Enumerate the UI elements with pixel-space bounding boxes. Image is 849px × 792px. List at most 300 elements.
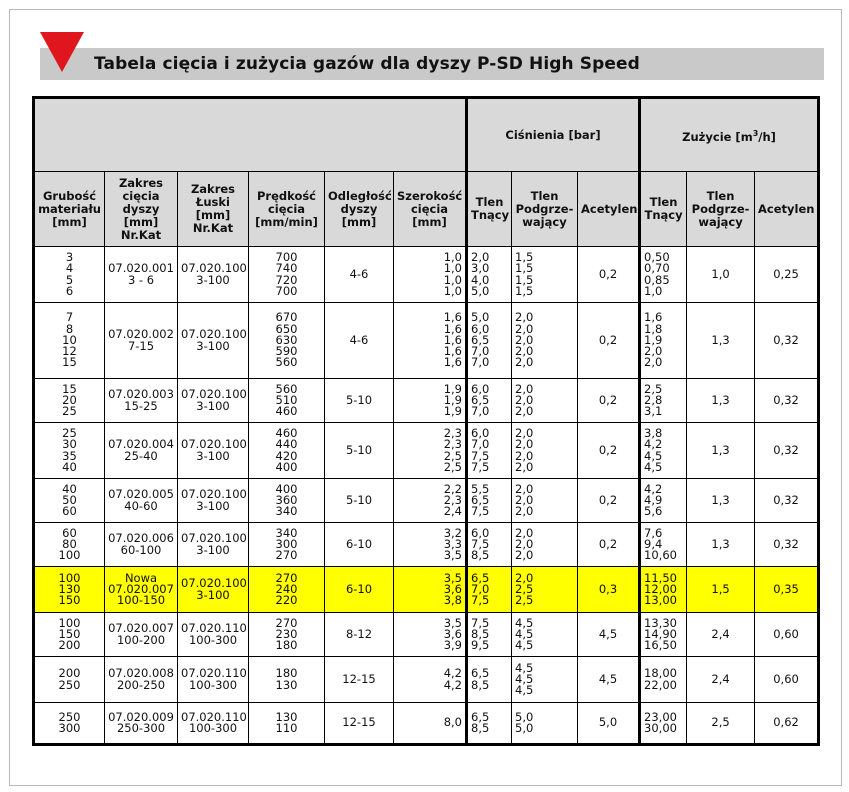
column-header: Acetylen: [578, 172, 640, 247]
cell-line: 07.020.100: [181, 437, 247, 452]
cell-line: 100-300: [188, 632, 238, 647]
cell-z_acet: 0,62: [755, 703, 819, 745]
cell-line: 3,5: [443, 548, 462, 563]
cell-line: 07.020.005: [108, 487, 174, 502]
cell-line: 2,0: [515, 459, 534, 474]
cell-szerokosc: [394, 247, 467, 303]
cell-line: 360: [275, 492, 298, 507]
cell-z_acet: 0,60: [755, 657, 819, 703]
cell-line: 3 - 6: [127, 272, 155, 287]
cell-luska: [178, 657, 249, 703]
cell-line: 150: [58, 593, 81, 608]
cell-line: 630: [275, 332, 298, 347]
cell-z_podgrz: 1,3: [687, 523, 755, 567]
cutting-table: [32, 96, 820, 746]
cell-p_tlen: [467, 523, 512, 567]
cell-line: 740: [275, 261, 298, 276]
cell-p_podgrz: [512, 567, 578, 613]
cell-z_tlen: [640, 379, 687, 423]
cell-line: 100: [58, 615, 81, 630]
cell-line: 07.020.100: [181, 531, 247, 546]
cell-line: 2,0: [515, 504, 534, 519]
cell-grubosc: [34, 613, 105, 657]
cell-z_acet: 0,25: [755, 247, 819, 303]
cell-z_acet: 0,32: [755, 379, 819, 423]
cell-line: 8: [65, 321, 74, 336]
cell-luska: [178, 523, 249, 567]
cell-grubosc: [34, 247, 105, 303]
cell-line: 30,00: [644, 721, 677, 735]
cell-line: 3-100: [196, 448, 230, 463]
cell-line: 23,00: [644, 709, 677, 724]
cell-line: 6,5: [471, 492, 490, 507]
cell-line: 1,0: [443, 261, 462, 276]
cell-line: 1,0: [443, 272, 462, 287]
cell-line: 9,5: [471, 638, 490, 653]
cell-p_podgrz: [512, 423, 578, 479]
table-row: [34, 703, 819, 745]
cell-line: 400: [275, 481, 298, 496]
cell-line: 07.020.110: [181, 621, 247, 636]
cell-line: 3,3: [443, 536, 462, 551]
cell-line: 2,5: [443, 459, 462, 474]
cell-p_tlen: [467, 247, 512, 303]
cell-line: 7,5: [471, 536, 490, 551]
cell-line: 4,9: [644, 492, 663, 507]
cell-p_tlen: [467, 379, 512, 423]
cell-z_tlen: [640, 613, 687, 657]
cell-z_podgrz: 1,3: [687, 379, 755, 423]
cell-grubosc: [34, 379, 105, 423]
cell-line: 1,9: [443, 392, 462, 407]
cell-line: 2,0: [515, 492, 534, 507]
cell-line: 2,0: [515, 404, 534, 419]
cell-line: 150: [58, 626, 81, 641]
cell-p_acet: 5,0: [578, 703, 640, 745]
cell-line: 2,0: [515, 392, 534, 407]
cell-line: 1,0: [443, 283, 462, 298]
cell-line: 2,3: [443, 492, 462, 507]
cell-line: 3,5: [443, 570, 462, 585]
cell-line: 15-25: [124, 398, 158, 413]
cell-line: 25: [62, 425, 77, 440]
cell-line: 3,9: [443, 638, 462, 653]
cell-luska: [178, 423, 249, 479]
cell-line: 07.020.007: [108, 621, 174, 636]
cell-line: Nowa: [124, 570, 158, 585]
cell-line: 6,0: [471, 525, 490, 540]
cell-szerokosc: [394, 567, 467, 613]
cell-line: 400: [275, 459, 298, 474]
cell-grubosc: [34, 567, 105, 613]
cell-odleglosc: 4-6: [325, 303, 394, 379]
cell-line: 7,0: [471, 355, 490, 370]
column-header-row: [34, 172, 819, 247]
cell-grubosc: [34, 479, 105, 523]
cell-line: 4,2: [644, 437, 663, 452]
cell-szerokosc: [394, 379, 467, 423]
cell-line: 07.020.001: [108, 261, 174, 276]
cell-z_acet: 0,35: [755, 567, 819, 613]
group-header-consumption: [640, 98, 819, 172]
cell-line: 2,2: [443, 481, 462, 496]
cell-line: 11,50: [644, 570, 677, 585]
cell-z_podgrz: 2,5: [687, 703, 755, 745]
cell-p_tlen: [467, 703, 512, 745]
cell-line: 6,0: [471, 425, 490, 440]
cell-line: 560: [275, 355, 298, 370]
column-header: Tlen Podgrze-wający: [687, 172, 755, 247]
cell-line: 7,5: [471, 615, 490, 630]
cell-line: 4,5: [644, 459, 663, 474]
cell-line: 460: [275, 404, 298, 419]
cell-predkosc: [249, 479, 325, 523]
cell-line: 2,3: [443, 437, 462, 452]
cell-line: 110: [275, 721, 298, 735]
cell-line: 700: [275, 249, 298, 264]
cell-line: 8,5: [471, 548, 490, 563]
cell-line: 5,0: [515, 721, 534, 735]
cell-line: 3,8: [644, 425, 663, 440]
cell-luska: [178, 567, 249, 613]
cell-p_tlen: [467, 613, 512, 657]
cell-line: 270: [275, 615, 298, 630]
cell-z_podgrz: 1,3: [687, 479, 755, 523]
cell-line: 4: [65, 261, 74, 276]
cell-line: 7-15: [127, 338, 155, 353]
cell-p_podgrz: [512, 479, 578, 523]
cell-line: 7,0: [471, 437, 490, 452]
cell-line: 2,0: [515, 355, 534, 370]
cell-line: 0,70: [644, 261, 670, 276]
cell-line: 12: [62, 344, 77, 359]
cell-odleglosc: 12-15: [325, 703, 394, 745]
cell-line: 5,0: [471, 310, 490, 325]
cell-dysza: [105, 703, 178, 745]
cell-line: 7,0: [471, 404, 490, 419]
cell-line: 10: [62, 332, 77, 347]
cell-line: 2,0: [515, 448, 534, 463]
cell-line: 4,2: [443, 677, 462, 692]
cell-szerokosc: [394, 657, 467, 703]
cell-line: 560: [275, 381, 298, 396]
cell-odleglosc: 8-12: [325, 613, 394, 657]
cell-z_podgrz: 1,5: [687, 567, 755, 613]
table-row: [34, 423, 819, 479]
column-header: Szerokość cięcia [mm]: [394, 172, 467, 247]
cell-line: 100-300: [188, 721, 238, 735]
cell-line: 300: [58, 721, 81, 735]
cell-p_podgrz: [512, 303, 578, 379]
cell-line: 07.020.100: [181, 327, 247, 342]
cell-line: 40: [62, 459, 77, 474]
cell-line: 2,0: [644, 355, 663, 370]
cell-line: 7,0: [471, 581, 490, 596]
cell-line: 2,0: [515, 332, 534, 347]
cell-line: 4,0: [471, 272, 490, 287]
cell-p_acet: 0,2: [578, 479, 640, 523]
column-header: Odległość dyszy [mm]: [325, 172, 394, 247]
cell-line: 3,6: [443, 626, 462, 641]
cell-z_podgrz: 1,0: [687, 247, 755, 303]
cell-line: 1,9: [443, 404, 462, 419]
cell-line: 5,6: [644, 504, 663, 519]
cell-line: 4,5: [515, 683, 534, 698]
cell-z_tlen: [640, 423, 687, 479]
cell-line: 100: [58, 548, 81, 563]
cell-line: 07.020.100: [181, 261, 247, 276]
cell-z_podgrz: 1,3: [687, 303, 755, 379]
cell-line: 4,5: [515, 626, 534, 641]
cell-line: 07.020.002: [108, 327, 174, 342]
cell-line: 3,0: [471, 261, 490, 276]
cell-line: 3-100: [196, 338, 230, 353]
cell-line: 340: [275, 525, 298, 540]
cell-z_tlen: [640, 479, 687, 523]
cell-line: 5,0: [471, 283, 490, 298]
cell-predkosc: [249, 613, 325, 657]
cell-line: 6,5: [471, 392, 490, 407]
cell-p_tlen: [467, 479, 512, 523]
cell-dysza: [105, 247, 178, 303]
group-header-blank: [34, 98, 467, 172]
cell-line: 4,5: [515, 638, 534, 653]
cell-line: 420: [275, 448, 298, 463]
cell-line: 9,4: [644, 536, 663, 551]
cell-szerokosc: [394, 523, 467, 567]
cell-line: 3: [65, 249, 74, 264]
cell-p_acet: 4,5: [578, 657, 640, 703]
group-header-pressure: Ciśnienia [bar]: [467, 98, 640, 172]
cell-line: 6,5: [471, 570, 490, 585]
cell-odleglosc: 4-6: [325, 247, 394, 303]
cell-line: 1,6: [443, 310, 462, 325]
column-header: Zakres cięcia dyszy [mm] Nr.Kat: [105, 172, 178, 247]
group-header-row: [34, 98, 819, 172]
cell-dysza: [105, 567, 178, 613]
cell-line: 6,5: [471, 709, 490, 724]
cell-luska: [178, 247, 249, 303]
cell-p_acet: 0,2: [578, 423, 640, 479]
cell-line: 07.020.003: [108, 387, 174, 402]
cell-line: 250: [58, 709, 81, 724]
cell-line: 590: [275, 344, 298, 359]
cell-line: 5: [65, 272, 74, 287]
cell-line: 60: [62, 504, 77, 519]
cell-luska: [178, 303, 249, 379]
cell-line: 8,0: [443, 715, 462, 730]
cell-z_acet: 0,60: [755, 613, 819, 657]
cell-line: 13,00: [644, 593, 677, 608]
table-row: [34, 479, 819, 523]
table-row: [34, 303, 819, 379]
cell-line: 1,6: [443, 355, 462, 370]
cell-predkosc: [249, 523, 325, 567]
cell-line: 07.020.110: [181, 666, 247, 681]
cell-odleglosc: 6-10: [325, 567, 394, 613]
cell-z_acet: 0,32: [755, 523, 819, 567]
cell-p_tlen: [467, 423, 512, 479]
cell-line: 6,5: [471, 332, 490, 347]
column-header: Tlen Tnący: [467, 172, 512, 247]
column-header: Zakres Łuski [mm] Nr.Kat: [178, 172, 249, 247]
cell-line: 60-100: [120, 542, 162, 557]
cell-dysza: [105, 303, 178, 379]
cell-line: 270: [275, 570, 298, 585]
consumption-suffix: /h]: [758, 129, 776, 144]
cell-p_acet: 4,5: [578, 613, 640, 657]
cell-z_tlen: [640, 703, 687, 745]
cell-odleglosc: 6-10: [325, 523, 394, 567]
cell-line: 7,0: [471, 344, 490, 359]
cell-predkosc: [249, 657, 325, 703]
cell-line: 720: [275, 272, 298, 287]
cell-line: 0,85: [644, 272, 670, 287]
cell-z_tlen: [640, 657, 687, 703]
cell-line: 2,5: [515, 581, 534, 596]
cell-line: 130: [275, 677, 298, 692]
cell-dysza: [105, 613, 178, 657]
cell-line: 200: [58, 666, 81, 681]
cell-line: 22,00: [644, 677, 677, 692]
cell-line: 510: [275, 392, 298, 407]
cell-line: 1,5: [515, 249, 534, 264]
cell-line: 2,0: [515, 437, 534, 452]
cell-line: 250: [58, 677, 81, 692]
cell-line: 40: [62, 481, 77, 496]
cell-line: 1,9: [644, 332, 663, 347]
cell-line: 100-150: [116, 593, 166, 608]
cell-line: 1,5: [515, 261, 534, 276]
table-row: [34, 567, 819, 613]
cell-line: 07.020.004: [108, 437, 174, 452]
cell-line: 2,0: [515, 381, 534, 396]
cell-z_podgrz: 1,3: [687, 423, 755, 479]
cell-line: 3-100: [196, 542, 230, 557]
cell-luska: [178, 613, 249, 657]
cell-line: 2,5: [443, 448, 462, 463]
cell-line: 1,8: [644, 321, 663, 336]
cell-line: 3-100: [196, 398, 230, 413]
cell-p_podgrz: [512, 613, 578, 657]
cell-p_podgrz: [512, 379, 578, 423]
cell-line: 7,5: [471, 459, 490, 474]
cell-line: 2,0: [515, 548, 534, 563]
cell-line: 2,0: [515, 310, 534, 325]
cell-line: 1,6: [443, 332, 462, 347]
cell-line: 5,0: [515, 709, 534, 724]
cell-line: 240: [275, 581, 298, 596]
cell-z_acet: 0,32: [755, 423, 819, 479]
cell-line: 3,8: [443, 593, 462, 608]
table-row: [34, 613, 819, 657]
cell-odleglosc: 5-10: [325, 379, 394, 423]
cell-p_acet: 0,2: [578, 247, 640, 303]
cell-line: 07.020.100: [181, 487, 247, 502]
cell-line: 2,4: [443, 504, 462, 519]
cell-line: 10,60: [644, 548, 677, 563]
cell-line: 6,0: [471, 381, 490, 396]
cell-grubosc: [34, 423, 105, 479]
cell-line: 7,5: [471, 448, 490, 463]
cell-line: 300: [275, 536, 298, 551]
table-row: [34, 523, 819, 567]
cell-line: 220: [275, 593, 298, 608]
consumption-prefix: Zużycie [m: [682, 129, 753, 144]
cell-p_tlen: [467, 567, 512, 613]
column-header: Prędkość cięcia [mm/min]: [249, 172, 325, 247]
cell-line: 07.020.100: [181, 576, 247, 591]
cell-line: 6,0: [471, 321, 490, 336]
cell-line: 2,0: [515, 481, 534, 496]
cell-line: 7,5: [471, 593, 490, 608]
cell-line: 2,0: [644, 344, 663, 359]
cell-line: 14,90: [644, 626, 677, 641]
cell-line: 340: [275, 504, 298, 519]
table-row: [34, 657, 819, 703]
cell-line: 6: [65, 283, 74, 298]
consumption-sup: 3: [752, 128, 759, 138]
cell-line: 1,6: [644, 310, 663, 325]
cell-line: 07.020.006: [108, 531, 174, 546]
cell-line: 2,0: [515, 536, 534, 551]
cell-line: 7: [65, 310, 74, 325]
cell-line: 7,5: [471, 504, 490, 519]
cell-odleglosc: 5-10: [325, 423, 394, 479]
cell-line: 2,8: [644, 392, 663, 407]
cell-line: 1,0: [644, 283, 663, 298]
cell-line: 270: [275, 548, 298, 563]
cell-line: 4,5: [515, 660, 534, 675]
cell-line: 230: [275, 626, 298, 641]
cell-line: 5,5: [471, 481, 490, 496]
cell-line: 3-100: [196, 272, 230, 287]
cell-line: 4,5: [515, 615, 534, 630]
cell-grubosc: [34, 303, 105, 379]
cell-line: 4,2: [644, 481, 663, 496]
cell-z_acet: 0,32: [755, 303, 819, 379]
cell-line: 3,1: [644, 404, 663, 419]
cell-grubosc: [34, 657, 105, 703]
cell-line: 7,6: [644, 525, 663, 540]
cell-line: 07.020.110: [181, 709, 247, 724]
cell-line: 200-250: [116, 677, 166, 692]
cell-line: 8,5: [471, 626, 490, 641]
cell-line: 2,3: [443, 425, 462, 440]
cell-z_acet: 0,32: [755, 479, 819, 523]
column-header: Grubość materiału [mm]: [34, 172, 105, 247]
cell-line: 60: [62, 525, 77, 540]
cell-line: 07.020.009: [108, 709, 174, 724]
cell-line: 16,50: [644, 638, 677, 653]
cell-line: 1,9: [443, 381, 462, 396]
cell-predkosc: [249, 423, 325, 479]
cell-line: 20: [62, 392, 77, 407]
column-header: Tlen Podgrze-wający: [512, 172, 578, 247]
cell-line: 07.020.007: [108, 581, 174, 596]
cell-line: 650: [275, 321, 298, 336]
cell-z_tlen: [640, 247, 687, 303]
cell-line: 1,6: [443, 344, 462, 359]
cell-line: 1,5: [515, 272, 534, 287]
cell-line: 30: [62, 437, 77, 452]
cell-odleglosc: 12-15: [325, 657, 394, 703]
cell-line: 100: [58, 570, 81, 585]
cell-z_tlen: [640, 303, 687, 379]
cell-odleglosc: 5-10: [325, 479, 394, 523]
cell-line: 0,50: [644, 249, 670, 264]
cell-szerokosc: [394, 613, 467, 657]
